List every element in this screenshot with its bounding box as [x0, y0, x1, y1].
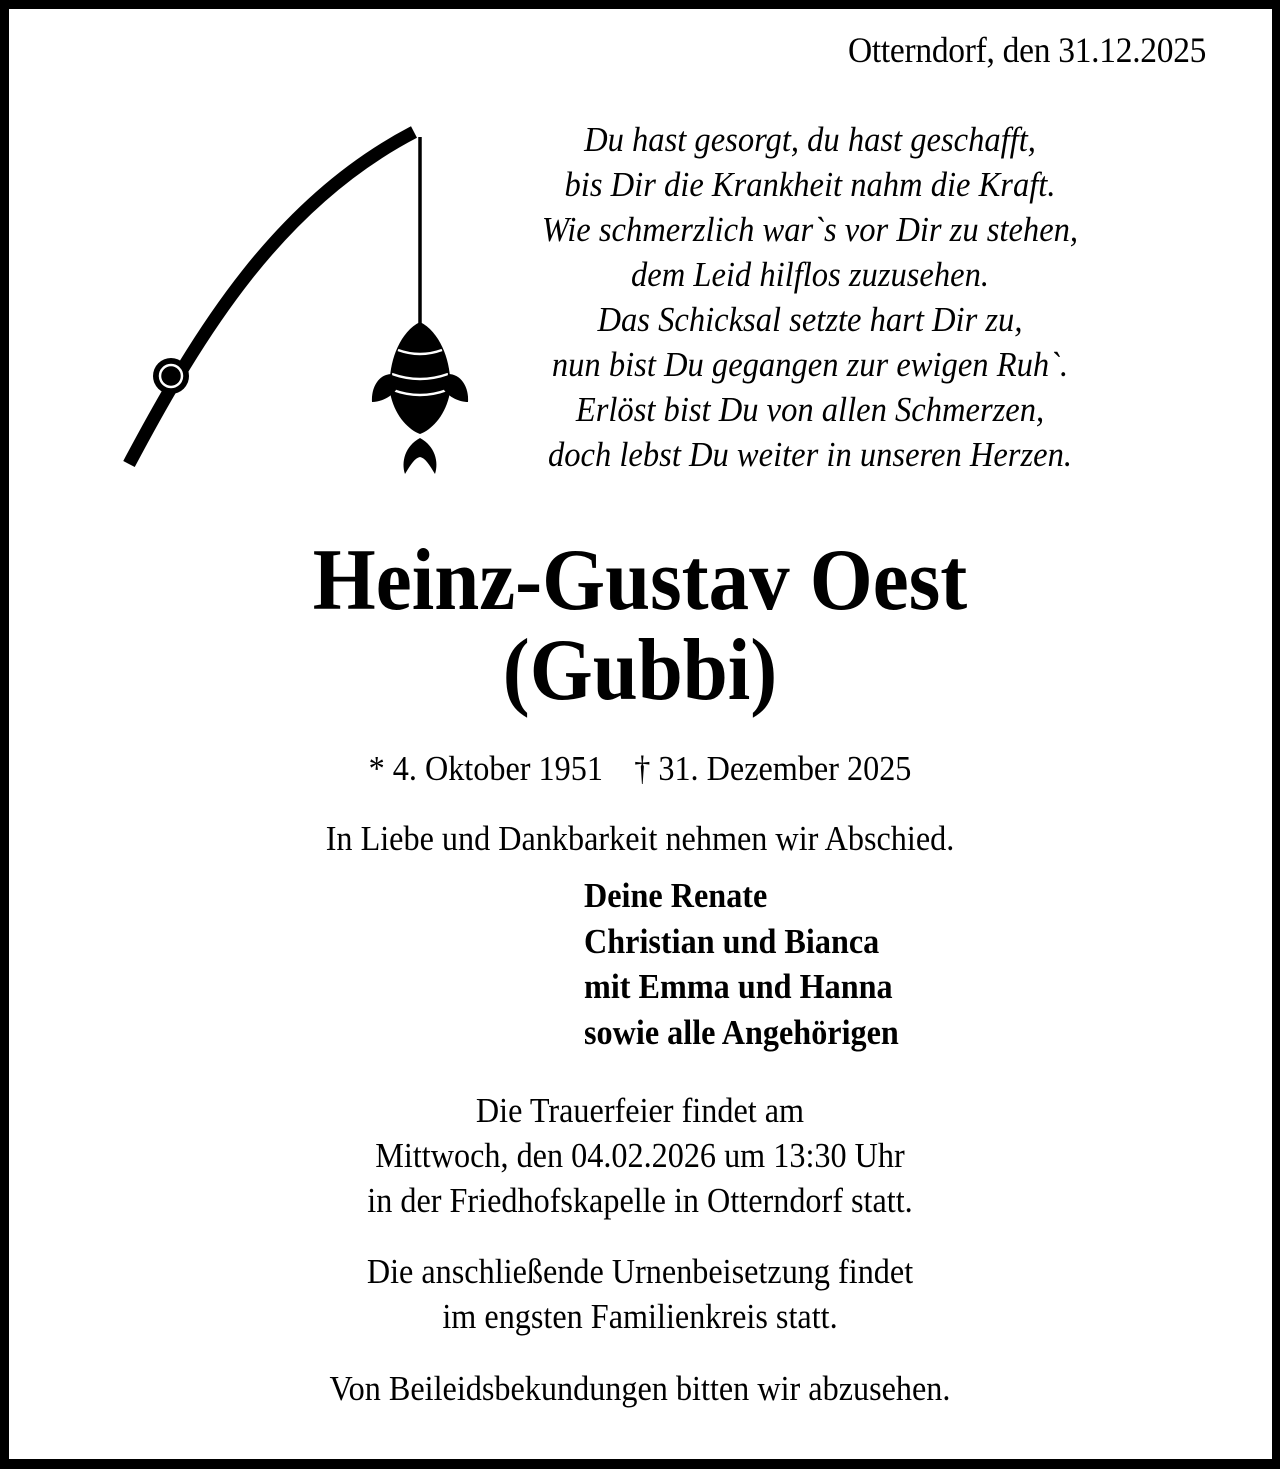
fishing-rod-icon [109, 112, 489, 492]
life-dates [51, 749, 1229, 789]
poem-line: Du hast gesorgt, du hast geschafft, [584, 120, 1036, 159]
condolence-line: Von Beileidsbekundungen bitten wir abzusehen. [329, 1369, 951, 1408]
mourner: Deine Renate [584, 876, 768, 915]
birth-date: * 4. Oktober 1951 [368, 749, 603, 788]
deceased-name-block [0, 532, 1280, 719]
mourner: mit Emma und Hanna [584, 967, 893, 1006]
poem-line: dem Leid hilflos zuzusehen. [630, 255, 990, 294]
ceremony-line: in der Friedhofskapelle in Otterndorf statt. [367, 1181, 913, 1220]
poem-line: nun bist Du gegangen zur ewigen Ruh`. [551, 345, 1069, 384]
deceased-name: Heinz-Gustav Oest [312, 532, 968, 629]
poem-line: Wie schmerzlich war`s vor Dir zu stehen, [541, 210, 1079, 249]
urn-burial-info [0, 1249, 1280, 1339]
ceremony-line: Mittwoch, den 04.02.2026 um 13:30 Uhr [375, 1136, 905, 1175]
mourner: sowie alle Angehörigen [584, 1012, 899, 1052]
mourners-list [584, 873, 899, 1055]
ceremony-info [0, 1088, 1280, 1223]
poem-line: Das Schicksal setzte hart Dir zu, [597, 300, 1023, 339]
condolence-note [0, 1366, 1280, 1411]
mourner: Christian und Bianca [584, 921, 880, 961]
deceased-nickname: (Gubbi) [502, 622, 778, 719]
death-date: † 31. Dezember 2025 [634, 749, 912, 788]
ceremony-line: Die Trauerfeier findet am [475, 1091, 805, 1130]
poem-line: bis Dir die Krankheit nahm die Kraft. [564, 165, 1056, 204]
poem-line: Erlöst bist Du von allen Schmerzen, [575, 390, 1045, 429]
urn-burial-line: Die anschließende Urnenbeisetzung findet [366, 1252, 914, 1291]
obituary-notice [9, 9, 1272, 1459]
poem-line: doch lebst Du weiter in unseren Herzen. [547, 435, 1073, 474]
farewell-statement: In Liebe und Dankbarkeit nehmen wir Abschied. [325, 819, 955, 858]
place-and-date: Otterndorf, den 31.12.2025 [847, 30, 1206, 70]
urn-burial-line: im engsten Familienkreis statt. [442, 1297, 838, 1336]
memorial-poem [470, 117, 1150, 477]
fish-icon [372, 322, 468, 474]
